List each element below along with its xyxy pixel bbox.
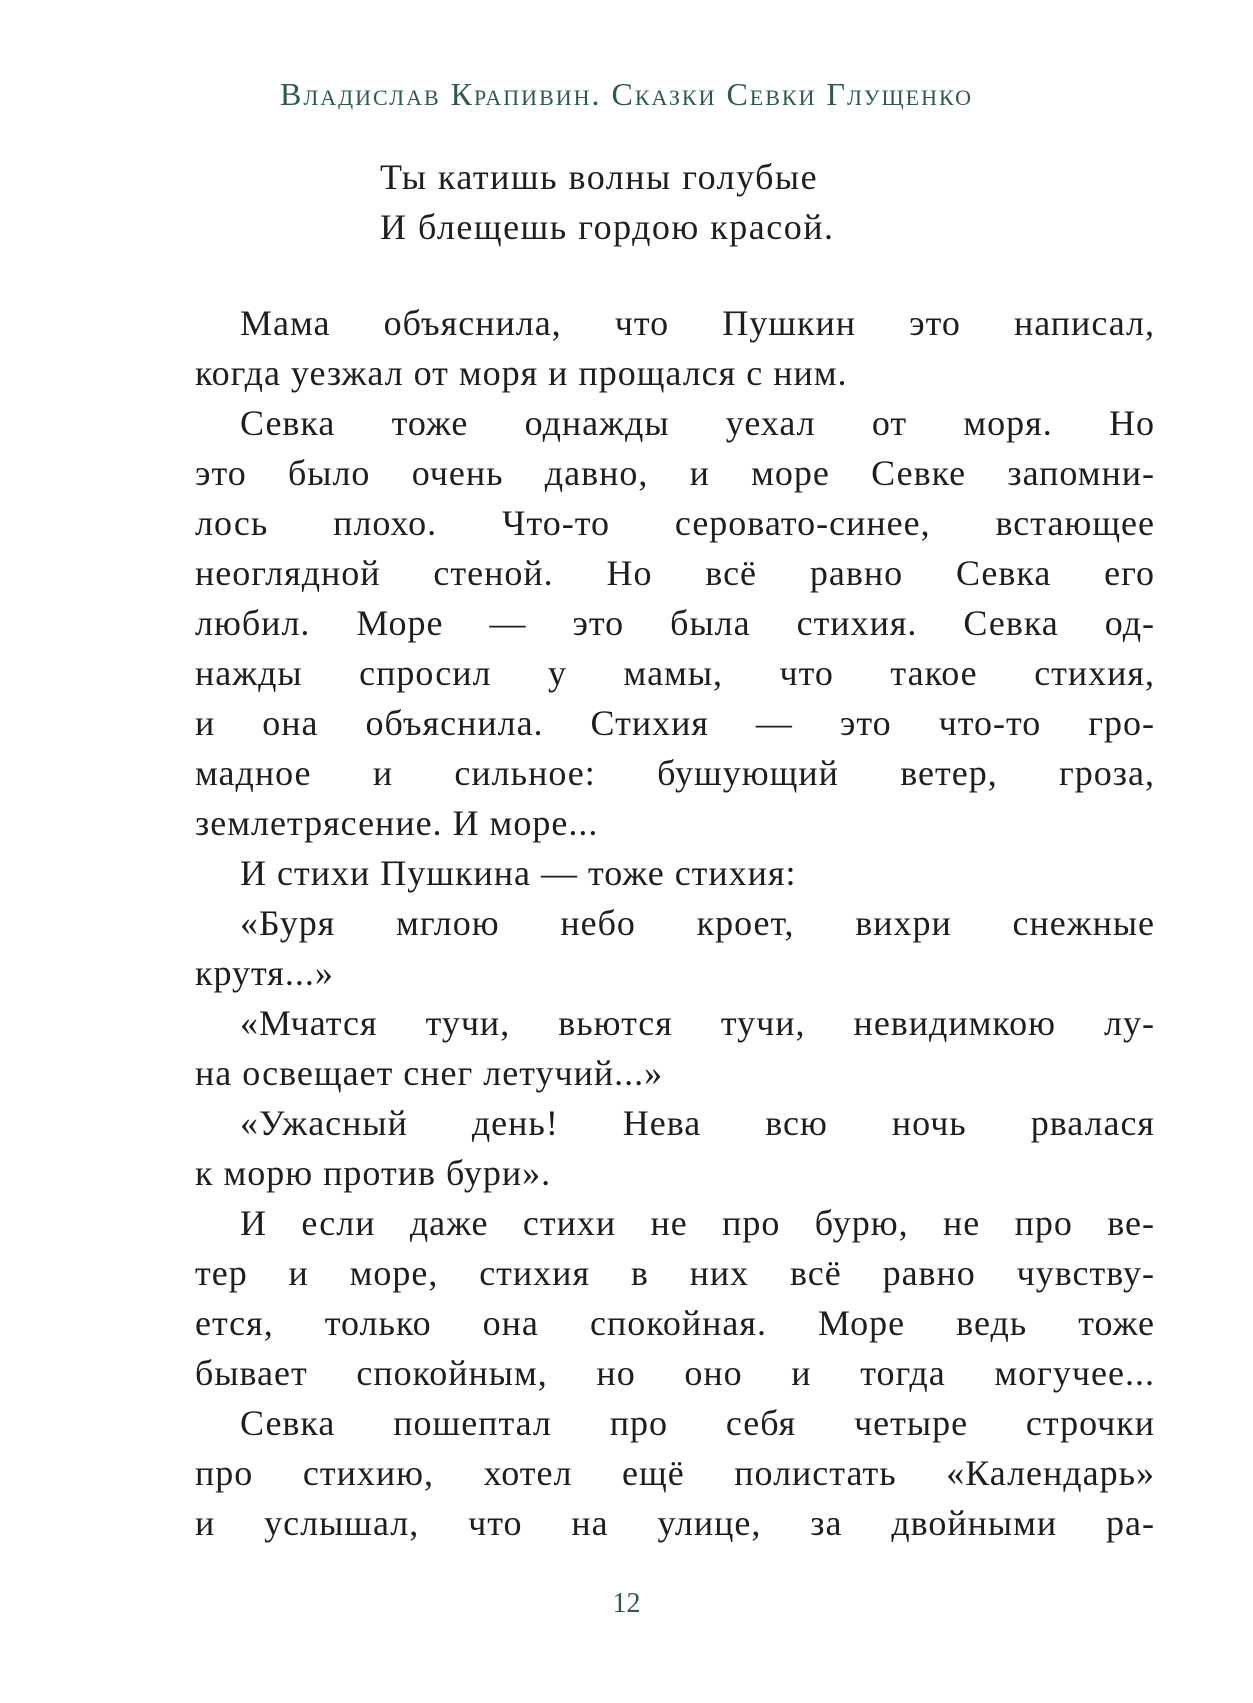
- text-line: неоглядной стеной. Но всё равно Севка его: [195, 553, 1155, 593]
- text-line: нажды спросил у мамы, что такое стихия,: [195, 653, 1155, 693]
- poem-line: Ты катишь волны голубые: [380, 157, 819, 197]
- text-line: Мама объяснила, что Пушкин это написал,: [240, 303, 1155, 343]
- text-line: это было очень давно, и море Севке запомни-: [195, 453, 1155, 493]
- text-line: и она объяснила. Стихия — это что-то гро-: [195, 703, 1155, 743]
- text-line: на освещает снег летучий...»: [195, 1053, 664, 1093]
- text-line: любил. Море — это была стихия. Севка од-: [195, 603, 1155, 643]
- text-line: Севка тоже однажды уехал от моря. Но: [240, 403, 1155, 443]
- text-line: «Мчатся тучи, вьются тучи, невидимкою лу-: [240, 1003, 1155, 1043]
- text-line: мадное и сильное: бушующий ветер, гроза,: [195, 753, 1155, 793]
- text-line: и услышал, что на улице, за двойными ра-: [195, 1503, 1155, 1543]
- text-line: к морю против бури».: [195, 1153, 552, 1193]
- text-line: И если даже стихи не про бурю, не про ве-: [240, 1203, 1155, 1243]
- body-text: [195, 298, 1155, 1548]
- text-line: про стихию, хотел ещё полистать «Календарь»: [195, 1453, 1155, 1493]
- text-line: тер и море, стихия в них всё равно чувству-: [195, 1253, 1155, 1293]
- text-line: «Буря мглою небо кроет, вихри снежные: [240, 903, 1155, 943]
- poem-line: И блещешь гордою красой.: [380, 207, 835, 247]
- poem-excerpt: [380, 152, 835, 252]
- text-line: «Ужасный день! Нева всю ночь рвалася: [240, 1103, 1155, 1143]
- text-line: землетрясение. И море...: [195, 803, 599, 843]
- text-line: ется, только она спокойная. Море ведь тоже: [195, 1303, 1155, 1343]
- text-line: лось плохо. Что-то серовато-синее, встающее: [195, 503, 1155, 543]
- text-line: Севка пошептал про себя четыре строчки: [240, 1403, 1155, 1443]
- running-header: Владислав Крапивин. Сказки Севки Глущенко: [279, 76, 974, 112]
- text-line: бывает спокойным, но оно и тогда могучее...: [195, 1353, 1155, 1393]
- text-line: когда уезжал от моря и прощался с ним.: [195, 353, 848, 393]
- page-number: 12: [612, 1588, 641, 1619]
- text-line: крутя...»: [195, 953, 334, 993]
- text-line: И стихи Пушкина — тоже стихия:: [240, 853, 797, 893]
